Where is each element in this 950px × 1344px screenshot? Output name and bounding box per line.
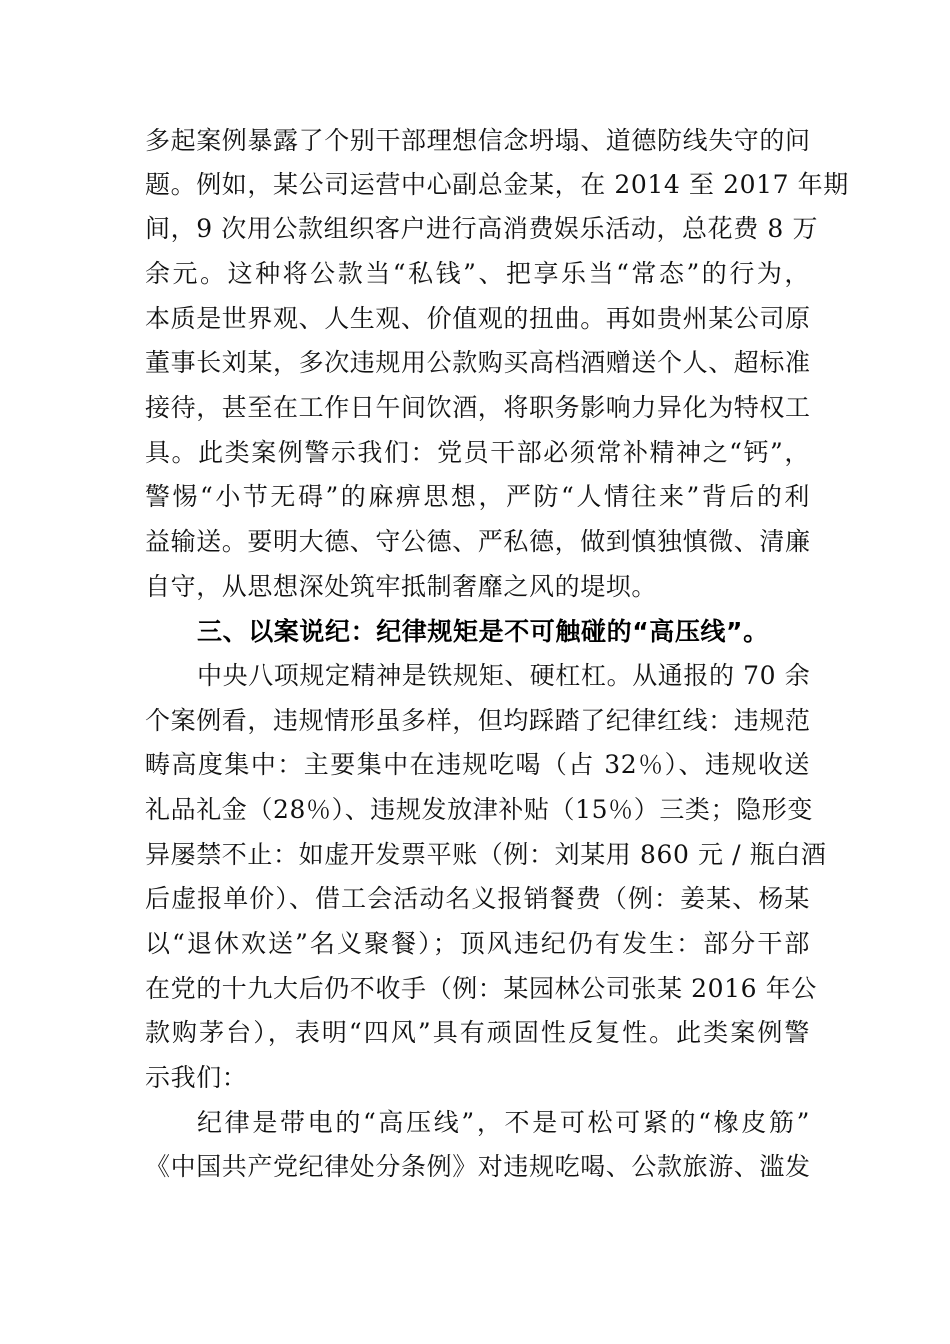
text-line: 纪律是带电的“高压线”，不是可松可紧的“橡皮筋” [197, 1108, 810, 1137]
text-line: 异屡禁不止：如虚开发票平账（例：刘某用 860 元 / 瓶白酒 [145, 840, 827, 869]
text-line: 间，9 次用公款组织客户进行高消费娱乐活动，总花费 8 万 [145, 214, 819, 243]
text-line: 接待，甚至在工作日午间饮酒，将职务影响力异化为特权工 [145, 393, 811, 422]
text-line: 题。例如，某公司运营中心副总金某，在 2014 至 2017 年期 [145, 170, 849, 199]
text-line: 在党的十九大后仍不收手（例：某园林公司张某 2016 年公 [145, 974, 817, 1003]
text-line: 多起案例暴露了个别干部理想信念坍塌、道德防线失守的问 [145, 126, 811, 155]
text-line: 畴高度集中：主要集中在违规吃喝（占 32％）、违规收送 [145, 750, 810, 779]
text-line: 董事长刘某，多次违规用公款购买高档酒赠送个人、超标准 [145, 348, 811, 377]
text-line: 中央八项规定精神是铁规矩、硬杠杠。从通报的 70 余 [197, 661, 811, 690]
text-line: 个案例看，违规情形虽多样，但均踩踏了纪律红线：违规范 [145, 706, 811, 735]
text-line: 款购茅台），表明“四风”具有顽固性反复性。此类案例警 [145, 1018, 810, 1047]
text-line: 警惕“小节无碍”的麻痹思想，严防“人情往来”背后的利 [145, 482, 810, 511]
section-heading: 三、以案说纪：纪律规矩是不可触碰的“高压线”。 [197, 617, 769, 646]
text-line: 益输送。要明大德、守公德、严私德，做到慎独慎微、清廉 [145, 527, 811, 556]
text-line: 《中国共产党纪律处分条例》对违规吃喝、公款旅游、滥发 [145, 1152, 811, 1181]
text-line: 后虚报单价）、借工会活动名义报销餐费（例：姜某、杨某 [145, 884, 810, 913]
text-line: 礼品礼金（28％）、违规发放津补贴（15％）三类；隐形变 [145, 795, 813, 824]
text-line: 示我们： [145, 1063, 248, 1092]
text-line: 以“退休欢送”名义聚餐）；顶风违纪仍有发生：部分干部 [145, 929, 810, 958]
text-line: 本质是世界观、人生观、价值观的扭曲。再如贵州某公司原 [145, 304, 811, 333]
text-line: 自守，从思想深处筑牢抵制奢靡之风的堤坝。 [145, 572, 658, 601]
text-line: 余元。这种将公款当“私钱”、把享乐当“常态”的行为， [145, 259, 810, 288]
text-line: 具。此类案例警示我们：党员干部必须常补精神之“钙”， [145, 438, 810, 467]
